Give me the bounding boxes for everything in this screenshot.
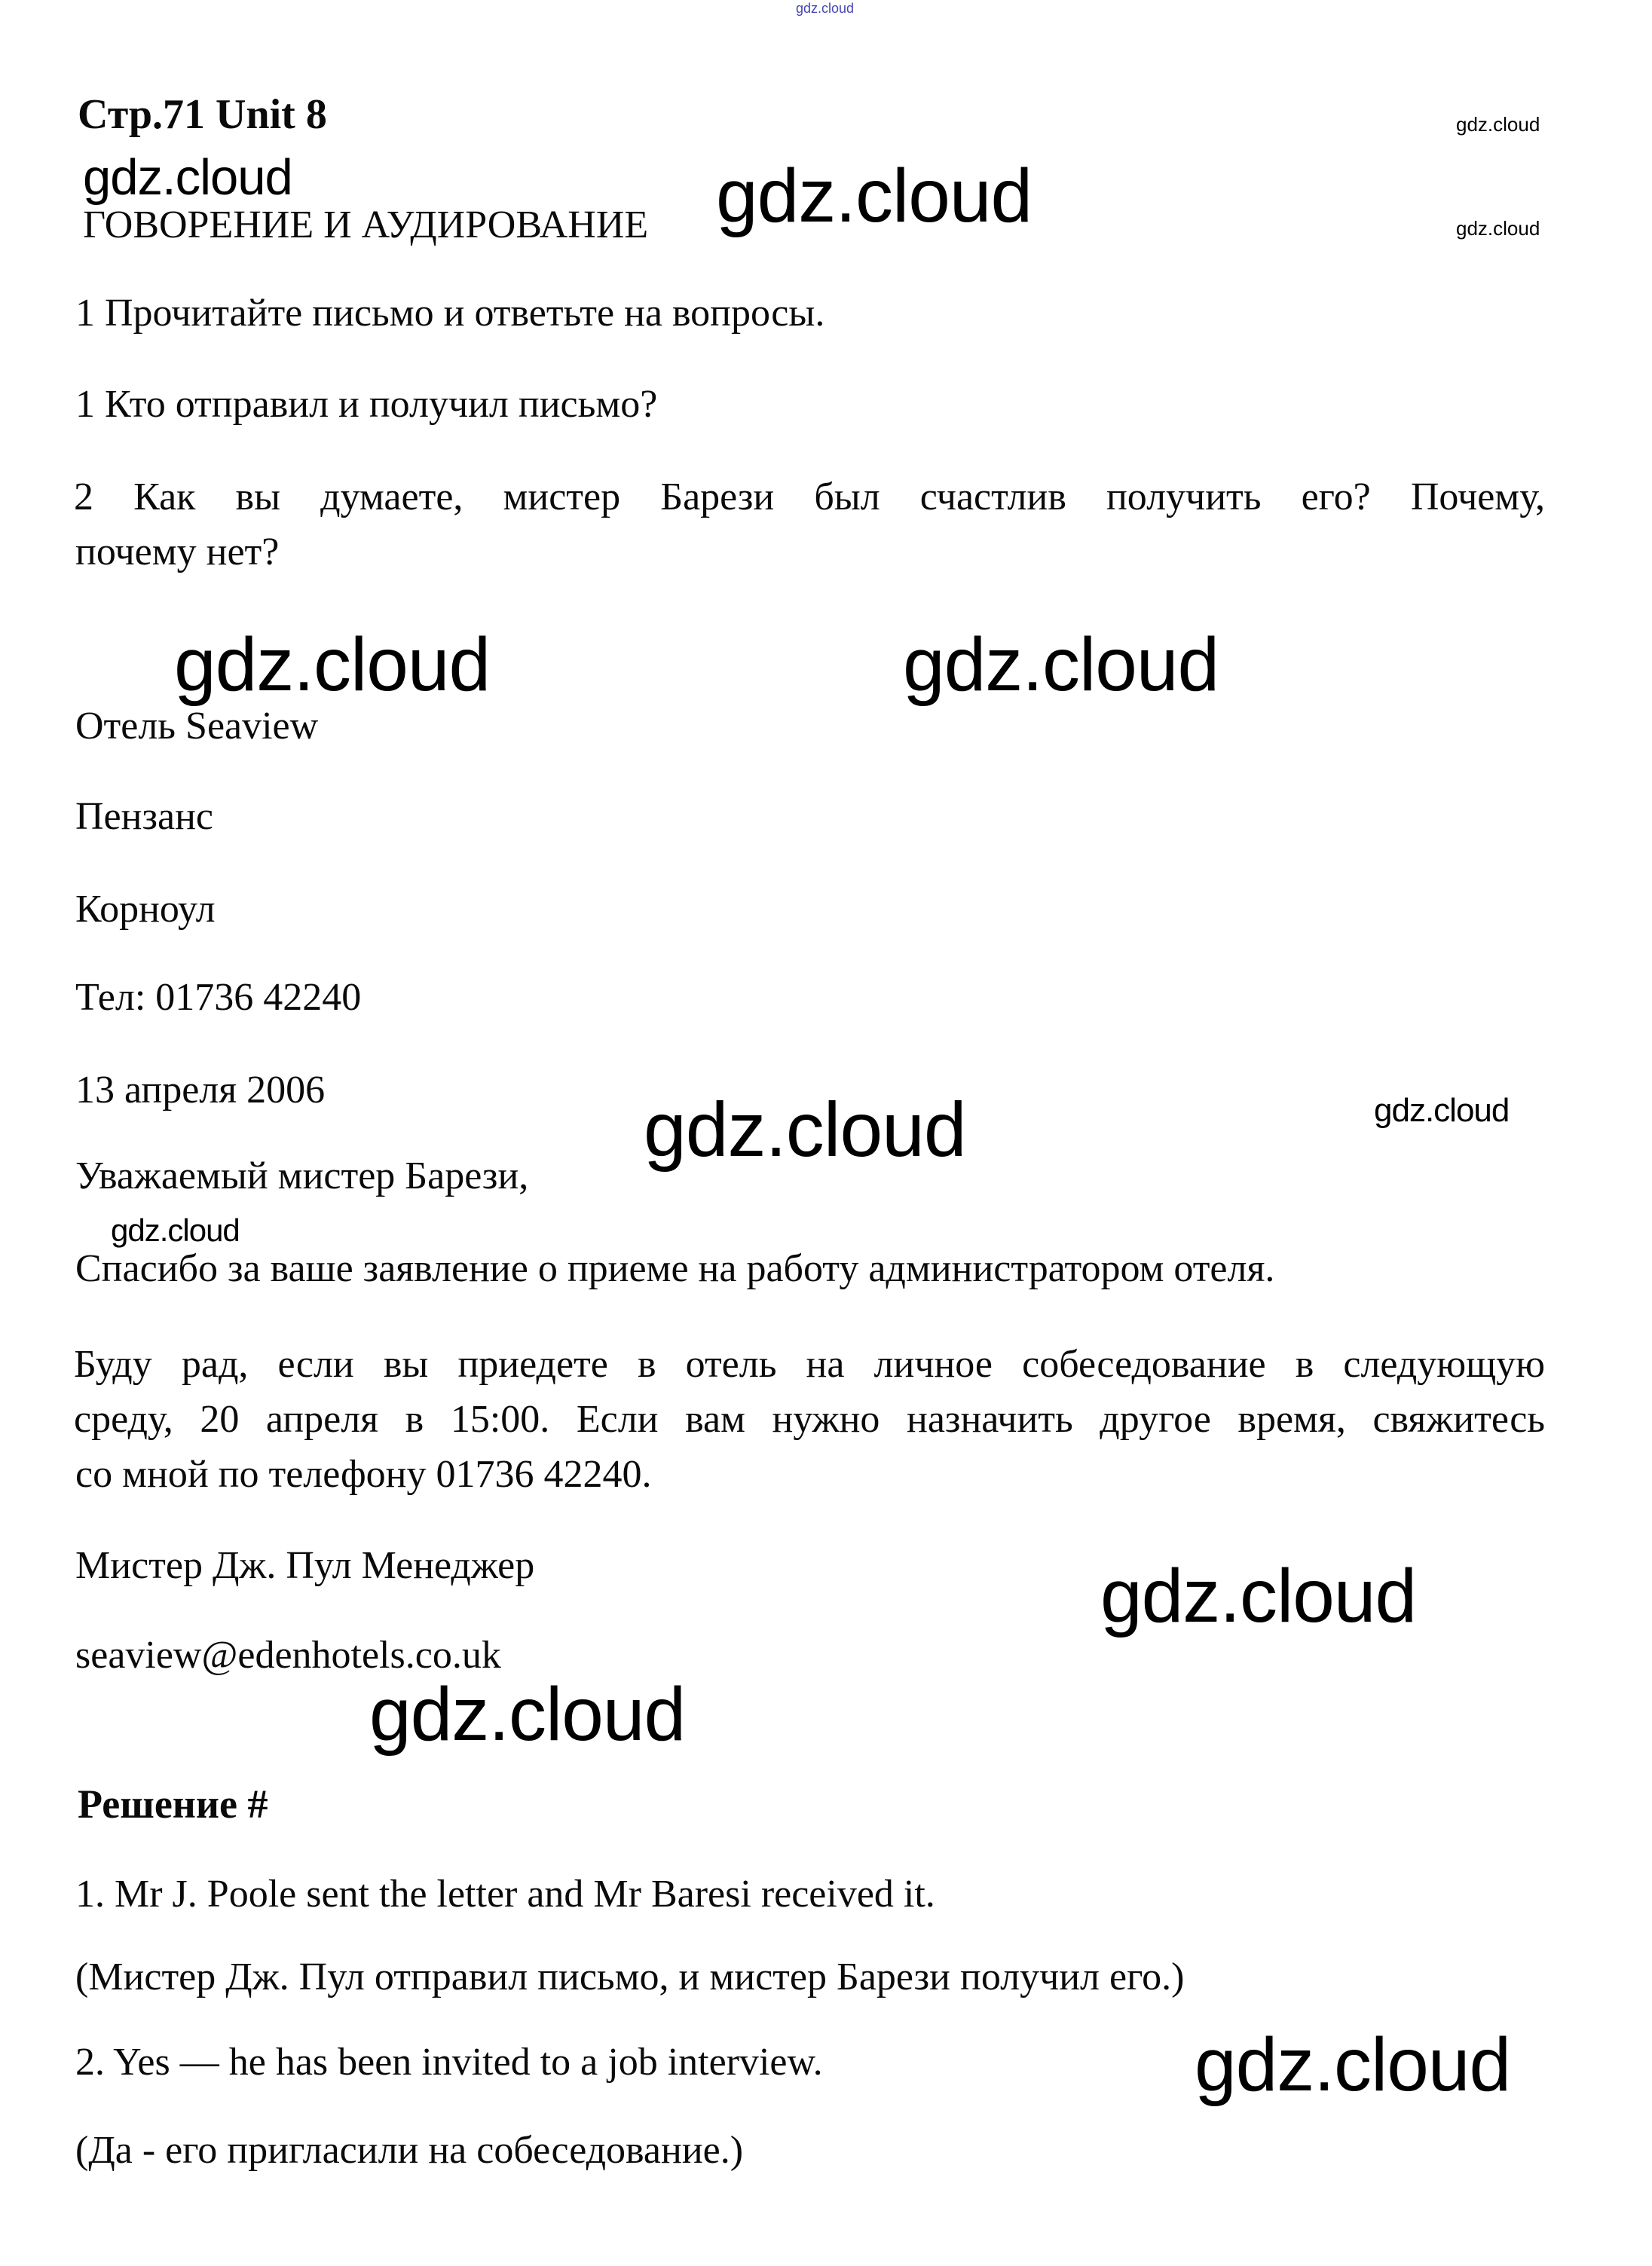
letter-hotel-name: Отель Seaview	[75, 705, 319, 748]
letter-body-paragraph-2-line-3: со мной по телефону 01736 42240.	[75, 1453, 652, 1496]
solution-answer-1-ru: (Мистер Дж. Пул отправил письмо, и мистер Барези получил его.)	[75, 1956, 1185, 1998]
gdz-cloud-watermark-mid-right: gdz.cloud	[903, 622, 1219, 707]
gdz-cloud-watermark-mid-left: gdz.cloud	[174, 622, 491, 707]
gdz-cloud-watermark-heading-right: gdz.cloud	[716, 154, 1032, 238]
task-question-1: 1 Кто отправил и получил письмо?	[75, 383, 658, 426]
gdz-cloud-watermark-bottom-right: gdz.cloud	[1195, 2023, 1511, 2107]
task-question-2-line-2: почему нет?	[75, 531, 280, 573]
letter-date: 13 апреля 2006	[75, 1069, 326, 1112]
letter-phone: Тел: 01736 42240	[75, 976, 362, 1019]
gdz-cloud-watermark-topright-2: gdz.cloud	[1456, 217, 1540, 240]
letter-email: seaview@edenhotels.co.uk	[75, 1634, 501, 1677]
gdz-cloud-watermark-signature-right: gdz.cloud	[1100, 1554, 1417, 1638]
letter-region: Корноул	[75, 888, 216, 931]
gdz-cloud-watermark-topright-1: gdz.cloud	[1456, 113, 1540, 136]
gdz-cloud-watermark-under-title: gdz.cloud	[83, 149, 292, 206]
solution-answer-2-ru: (Да - его пригласили на собеседование.)	[75, 2129, 744, 2172]
letter-signature: Мистер Дж. Пул Менеджер	[75, 1544, 535, 1587]
section-heading: ГОВОРЕНИЕ И АУДИРОВАНИЕ	[83, 203, 649, 246]
task-instruction: 1 Прочитайте письмо и ответьте на вопросы.	[75, 292, 825, 335]
letter-body-paragraph-2-line-2: среду, 20 апреля в 15:00. Если вам нужно назначить другое время, свяжитесь	[74, 1398, 1545, 1441]
solution-heading: Решение #	[78, 1781, 268, 1827]
letter-city: Пензанс	[75, 795, 213, 838]
letter-salutation: Уважаемый мистер Барези,	[75, 1154, 529, 1197]
gdz-cloud-watermark-below-email: gdz.cloud	[369, 1672, 686, 1757]
task-question-2-line-1: 2 Как вы думаете, мистер Барези был счастлив получить его? Почему,	[74, 476, 1545, 518]
page-title: Стр.71 Unit 8	[78, 91, 327, 138]
solution-answer-2-en: 2. Yes — he has been invited to a job interview.	[75, 2041, 823, 2084]
gdz-cloud-watermark-date-right: gdz.cloud	[1374, 1092, 1510, 1129]
gdz-cloud-watermark-above-body: gdz.cloud	[111, 1213, 240, 1248]
letter-body-paragraph-2-line-1: Буду рад, если вы приедете в отель на личное собеседование в следующую	[74, 1343, 1545, 1386]
gdz-cloud-watermark-center: gdz.cloud	[644, 1087, 966, 1173]
letter-body-paragraph-1: Спасибо за ваше заявление о приеме на работу администратором отеля.	[75, 1247, 1275, 1290]
solution-answer-1-en: 1. Mr J. Poole sent the letter and Mr Baresi received it.	[75, 1873, 935, 1916]
gdz-cloud-watermark-top-tiny: gdz.cloud	[796, 1, 855, 16]
